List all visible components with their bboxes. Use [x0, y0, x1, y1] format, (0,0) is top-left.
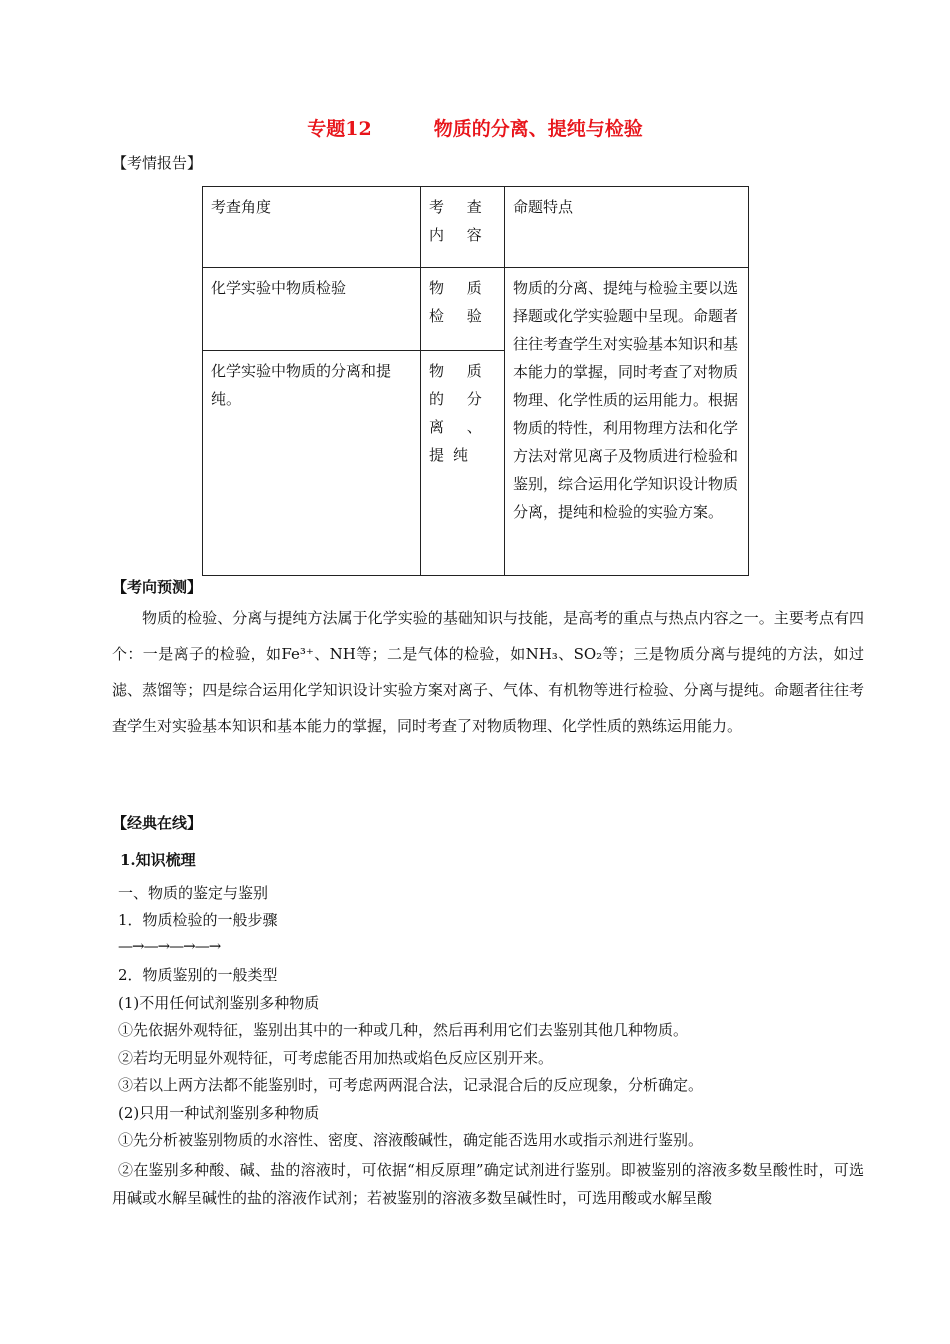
table-cell-angle: 化学实验中物质检验: [203, 268, 421, 351]
text-line: ①先分析被鉴别物质的水溶性、密度、溶液酸碱性，确定能否选用水或指示剂进行鉴别。: [118, 1131, 704, 1149]
forecast-heading: 【考向预测】: [112, 578, 203, 596]
text-line: (1)不用任何试剂鉴别多种物质: [118, 994, 320, 1012]
table-header-cell: 考查角度: [203, 187, 421, 268]
forecast-paragraph: 物质的检验、分离与提纯方法属于化学实验的基础知识与技能，是高考的重点与热点内容之一。主要考点有四个：一是离子的检验，如Fe³⁺、NH等；二是气体的检验，如NH₃、SO₂等；三是物质分离与提纯的方法，如过滤、蒸馏等；四是综合运用化学知识设计实验方案对离子、气体、有机物等进行检验、分离与提纯。命题者往往考查学生对实验基本知识和基本能力的掌握，同时考查了对物质物理、化学性质的熟练运用能力。: [112, 609, 864, 735]
text-line: (2)只用一种试剂鉴别多种物质: [118, 1104, 320, 1122]
steps-arrow-line: —→—→—→—→: [118, 937, 221, 955]
text-line: 一、物质的鉴定与鉴别: [118, 884, 269, 902]
text-line: 1．物质检验的一般步骤: [118, 911, 278, 929]
exam-report-table: [202, 186, 749, 576]
text-line: ③若以上两方法都不能鉴别时，可考虑两两混合法，记录混合后的反应现象，分析确定。: [118, 1076, 704, 1094]
table-header-row: [203, 187, 749, 268]
text-line: ①先依据外观特征，鉴别出其中的一种或几种，然后再利用它们去鉴别其他几种物质。: [118, 1021, 689, 1039]
table-row: [203, 268, 749, 351]
report-heading: 【考情报告】: [112, 154, 203, 172]
table-header-cell: 命题特点: [505, 187, 749, 268]
table-cell-angle: 化学实验中物质的分离和提纯。: [203, 351, 421, 576]
topic-number: 专题12: [307, 118, 372, 140]
table-cell-content: 物 质 检 验: [421, 268, 505, 351]
table-cell-content: 物 质 的 分 离 、 提纯: [421, 351, 505, 576]
table-cell-feature: 物质的分离、提纯与检验主要以选择题或化学实验题中呈现。命题者往往考查学生对实验基本知识和基本能力的掌握，同时考查了对物质物理、化学性质的运用能力。根据物质的特性，利用物理方法和化学方法对常见离子及物质进行检验和鉴别，综合运用化学知识设计物质分离，提纯和检验的实验方案。: [505, 268, 749, 576]
classic-heading: 【经典在线】: [112, 814, 203, 832]
text-line: ②若均无明显外观特征，可考虑能否用加热或焰色反应区别开来。: [118, 1049, 554, 1067]
topic-title: 物质的分离、提纯与检验: [433, 118, 643, 140]
page-title: [0, 114, 950, 141]
text-line: 2．物质鉴别的一般类型: [118, 966, 278, 984]
knowledge-heading: 1.知识梳理: [120, 851, 196, 869]
tail-paragraph: ②在鉴别多种酸、碱、盐的溶液时，可依据“相反原理”确定试剂进行鉴别。即被鉴别的溶液多数呈酸性时，可选用碱或水解呈碱性的盐的溶液作试剂；若被鉴别的溶液多数呈碱性时，可选用酸或水解呈酸: [112, 1161, 864, 1207]
table-header-cell: 考 查 内 容: [421, 187, 505, 268]
